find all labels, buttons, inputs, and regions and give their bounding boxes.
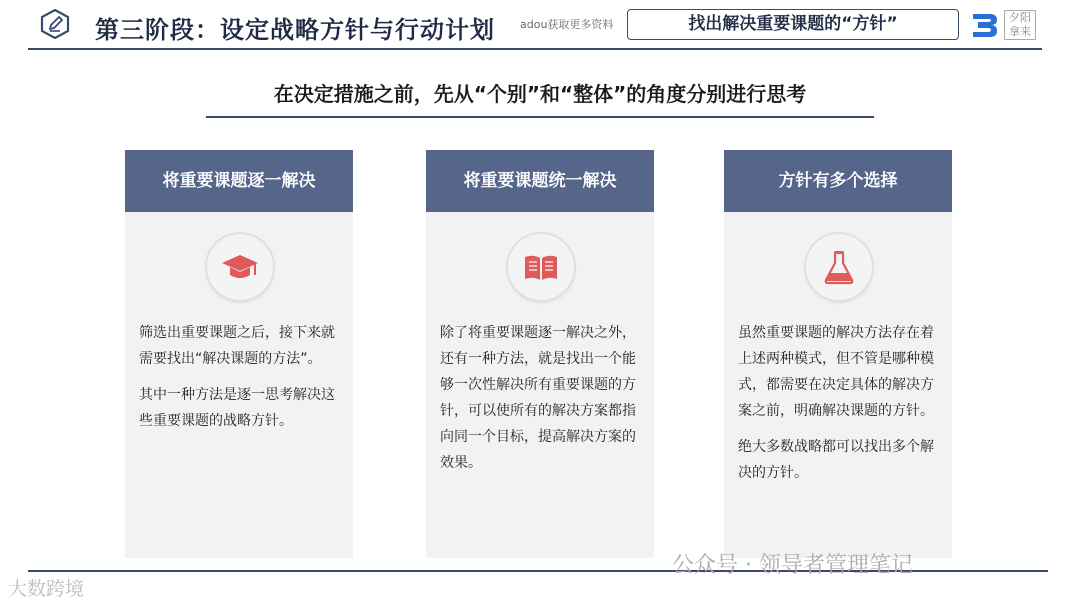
card-paragraph: 其中一种方法是逐一思考解决这些重要课题的战略方针。 <box>139 387 335 429</box>
graduation-cap-icon <box>220 247 260 287</box>
brand-logo-icon <box>970 10 1000 40</box>
card-icon-wrapper <box>806 234 872 300</box>
slide-header <box>0 0 1080 50</box>
watermark-bottom-left: 大数跨境 <box>8 578 85 600</box>
card-body <box>440 320 642 486</box>
card-paragraph: 筛选出重要课题之后，接下来就需要找出“解决课题的方法”。 <box>139 325 335 367</box>
card-body <box>139 320 341 444</box>
card-paragraph: 虽然重要课题的解决方法存在着上述两种模式，但不管是哪种模式，都需要在决定具体的解决方案之前，明确解决课题的方针。 <box>738 325 934 419</box>
section-subtitle: 在决定措施之前，先从“个别”和“整体”的角度分别进行思考 <box>273 82 807 106</box>
card-body <box>738 320 940 496</box>
header-divider <box>28 48 1042 50</box>
topic-tag: 找出解决重要课题的“方针” <box>627 9 959 40</box>
card-title: 将重要课题逐一解决 <box>125 150 353 212</box>
pencil-badge-icon <box>40 9 70 39</box>
card-one-by-one <box>125 150 353 558</box>
card-multiple-options <box>724 150 952 558</box>
flask-icon <box>819 247 859 287</box>
card-title: 将重要课题统一解决 <box>426 150 654 212</box>
open-book-icon <box>521 247 561 287</box>
page-title: 第三阶段：设定战略方针与行动计划 <box>95 16 495 44</box>
card-icon-wrapper <box>207 234 273 300</box>
watermark-text: adou获取更多资料 <box>520 18 614 31</box>
card-icon-wrapper <box>508 234 574 300</box>
card-all-at-once <box>426 150 654 558</box>
card-paragraph: 除了将重要课题逐一解决之外，还有一种方法，就是找出一个能够一次性解决所有重要课题的方针，可以使所有的解决方案都指向同一个目标，提高解决方案的效果。 <box>440 325 636 471</box>
card-paragraph: 绝大多数战略都可以找出多个解决的方针。 <box>738 439 934 481</box>
brand-logo-text: 夕阳 拿来 <box>1004 10 1036 40</box>
subtitle-underline <box>206 116 874 118</box>
watermark-bottom-right: 公众号 · 领导者管理笔记 <box>672 553 913 578</box>
card-title: 方针有多个选择 <box>724 150 952 212</box>
